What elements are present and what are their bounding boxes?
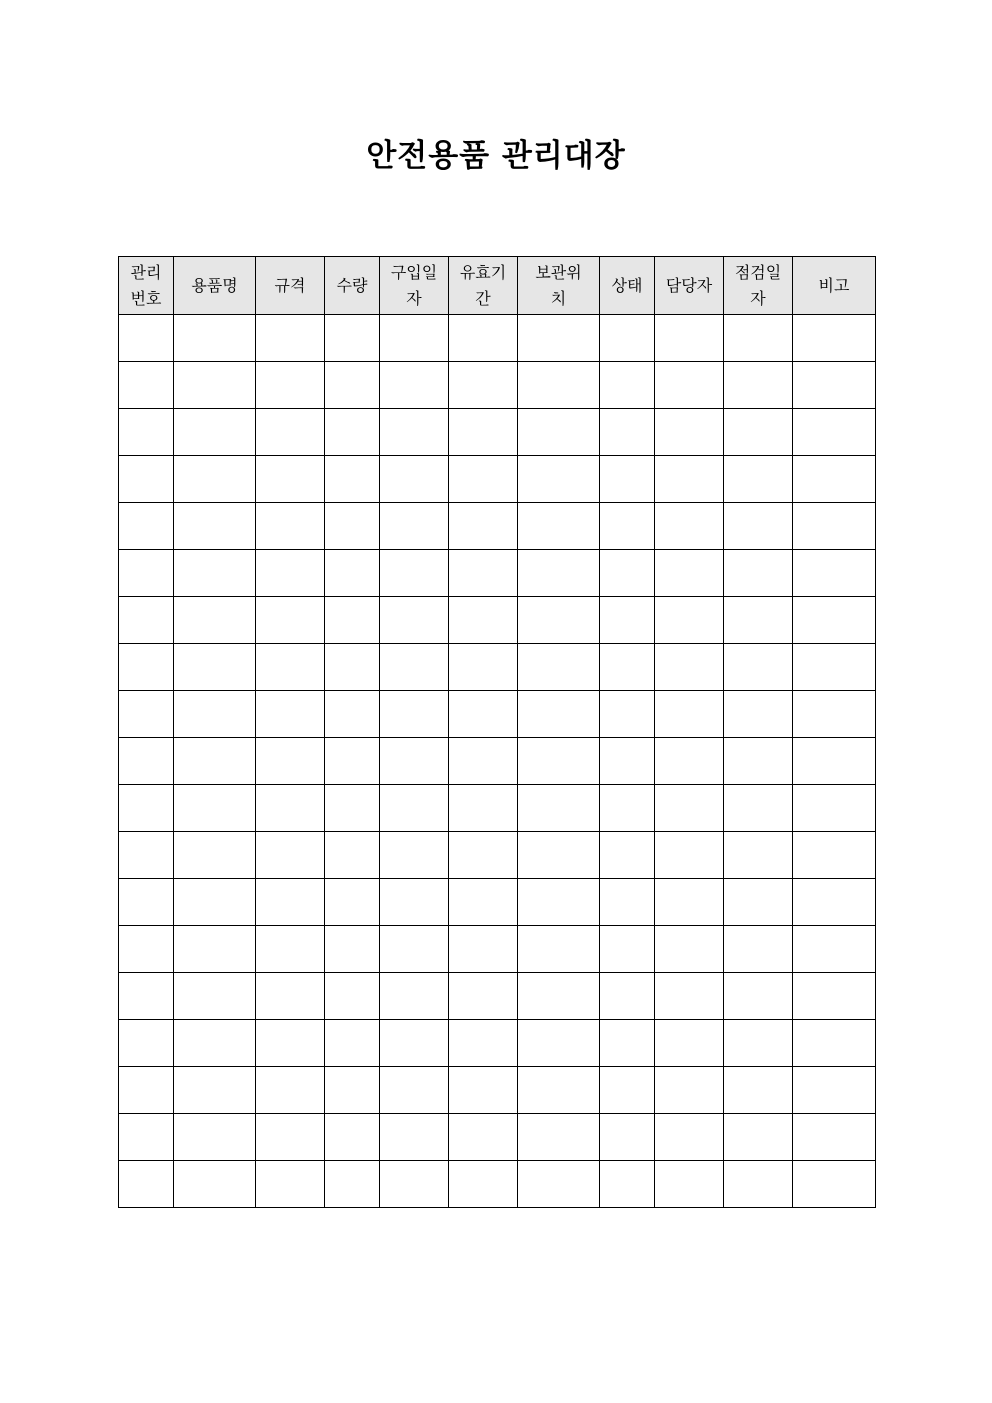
table-cell[interactable]	[380, 832, 449, 879]
header-item-name: 용품명	[174, 257, 256, 315]
table-cell[interactable]	[119, 691, 174, 738]
table-cell[interactable]	[449, 1020, 518, 1067]
header-expiry-period: 유효기 간	[449, 257, 518, 315]
table-cell[interactable]	[174, 597, 256, 644]
table-cell[interactable]	[380, 1114, 449, 1161]
table-cell[interactable]	[174, 456, 256, 503]
table-cell[interactable]	[325, 456, 380, 503]
table-cell[interactable]	[449, 597, 518, 644]
table-cell[interactable]	[325, 973, 380, 1020]
table-cell[interactable]	[724, 879, 793, 926]
table-cell[interactable]	[256, 1114, 325, 1161]
table-cell[interactable]	[119, 926, 174, 973]
table-cell[interactable]	[174, 1161, 256, 1208]
table-cell[interactable]	[256, 1067, 325, 1114]
table-cell[interactable]	[325, 785, 380, 832]
table-cell[interactable]	[518, 1067, 600, 1114]
table-cell[interactable]	[256, 503, 325, 550]
table-cell[interactable]	[655, 315, 724, 362]
table-cell[interactable]	[724, 503, 793, 550]
table-cell[interactable]	[449, 644, 518, 691]
table-cell[interactable]	[655, 362, 724, 409]
table-cell[interactable]	[724, 1161, 793, 1208]
table-cell[interactable]	[325, 879, 380, 926]
table-cell[interactable]	[793, 362, 876, 409]
table-cell[interactable]	[380, 691, 449, 738]
table-cell[interactable]	[119, 973, 174, 1020]
table-row	[119, 550, 876, 597]
table-cell[interactable]	[380, 597, 449, 644]
table-cell[interactable]	[256, 362, 325, 409]
table-cell[interactable]	[600, 785, 655, 832]
table-cell[interactable]	[724, 926, 793, 973]
table-cell[interactable]	[655, 456, 724, 503]
table-cell[interactable]	[793, 1020, 876, 1067]
table-cell[interactable]	[518, 409, 600, 456]
table-cell[interactable]	[380, 1067, 449, 1114]
table-cell[interactable]	[380, 503, 449, 550]
table-cell[interactable]	[119, 644, 174, 691]
table-cell[interactable]	[174, 503, 256, 550]
table-cell[interactable]	[793, 503, 876, 550]
table-row	[119, 315, 876, 362]
table-cell[interactable]	[119, 315, 174, 362]
table-cell[interactable]	[655, 691, 724, 738]
safety-equipment-ledger-table	[118, 256, 876, 1208]
table-cell[interactable]	[655, 973, 724, 1020]
table-cell[interactable]	[174, 1067, 256, 1114]
table-cell[interactable]	[380, 315, 449, 362]
table-cell[interactable]	[449, 1161, 518, 1208]
header-inspection-date: 점검일 자	[724, 257, 793, 315]
table-cell[interactable]	[256, 785, 325, 832]
table-cell[interactable]	[724, 1067, 793, 1114]
table-cell[interactable]	[518, 456, 600, 503]
table-cell[interactable]	[600, 503, 655, 550]
table-cell[interactable]	[174, 738, 256, 785]
table-row	[119, 503, 876, 550]
table-row	[119, 691, 876, 738]
table-cell[interactable]	[325, 691, 380, 738]
table-cell[interactable]	[724, 1020, 793, 1067]
table-cell[interactable]	[655, 644, 724, 691]
table-cell[interactable]	[325, 409, 380, 456]
table-row	[119, 1114, 876, 1161]
table-cell[interactable]	[518, 503, 600, 550]
table-cell[interactable]	[256, 1161, 325, 1208]
table-cell[interactable]	[174, 409, 256, 456]
table-cell[interactable]	[793, 315, 876, 362]
table-cell[interactable]	[793, 691, 876, 738]
table-cell[interactable]	[600, 315, 655, 362]
table-cell[interactable]	[119, 1020, 174, 1067]
table-cell[interactable]	[724, 315, 793, 362]
table-cell[interactable]	[119, 409, 174, 456]
table-cell[interactable]	[174, 1020, 256, 1067]
table-cell[interactable]	[380, 644, 449, 691]
table-cell[interactable]	[449, 926, 518, 973]
table-cell[interactable]	[518, 597, 600, 644]
header-person-in-charge: 담당자	[655, 257, 724, 315]
table-cell[interactable]	[724, 362, 793, 409]
table-row	[119, 456, 876, 503]
table-cell[interactable]	[449, 456, 518, 503]
table-cell[interactable]	[380, 879, 449, 926]
table-cell[interactable]	[380, 926, 449, 973]
table-cell[interactable]	[256, 691, 325, 738]
table-cell[interactable]	[380, 362, 449, 409]
table-cell[interactable]	[600, 691, 655, 738]
table-cell[interactable]	[119, 879, 174, 926]
table-cell[interactable]	[655, 738, 724, 785]
header-storage-location: 보관위 치	[518, 257, 600, 315]
table-cell[interactable]	[600, 644, 655, 691]
header-status: 상태	[600, 257, 655, 315]
table-cell[interactable]	[256, 1020, 325, 1067]
table-cell[interactable]	[380, 973, 449, 1020]
table-row	[119, 1067, 876, 1114]
table-cell[interactable]	[518, 1020, 600, 1067]
table-cell[interactable]	[793, 644, 876, 691]
table-cell[interactable]	[256, 879, 325, 926]
table-cell[interactable]	[256, 832, 325, 879]
table-row	[119, 926, 876, 973]
table-cell[interactable]	[793, 973, 876, 1020]
table-cell[interactable]	[724, 691, 793, 738]
table-cell[interactable]	[724, 409, 793, 456]
table-cell[interactable]	[449, 879, 518, 926]
table-cell[interactable]	[793, 926, 876, 973]
table-cell[interactable]	[600, 550, 655, 597]
table-cell[interactable]	[325, 926, 380, 973]
table-cell[interactable]	[655, 926, 724, 973]
table-cell[interactable]	[518, 1161, 600, 1208]
table-cell[interactable]	[449, 362, 518, 409]
table-cell[interactable]	[724, 832, 793, 879]
table-cell[interactable]	[600, 1020, 655, 1067]
table-cell[interactable]	[518, 315, 600, 362]
table-cell[interactable]	[325, 597, 380, 644]
table-cell[interactable]	[174, 644, 256, 691]
table-cell[interactable]	[256, 738, 325, 785]
table-cell[interactable]	[793, 409, 876, 456]
table-cell[interactable]	[119, 550, 174, 597]
table-cell[interactable]	[325, 1067, 380, 1114]
table-cell[interactable]	[380, 785, 449, 832]
table-cell[interactable]	[119, 738, 174, 785]
table-cell[interactable]	[600, 879, 655, 926]
table-cell[interactable]	[449, 1114, 518, 1161]
table-cell[interactable]	[256, 550, 325, 597]
table-cell[interactable]	[793, 832, 876, 879]
table-cell[interactable]	[174, 785, 256, 832]
table-cell[interactable]	[380, 409, 449, 456]
table-cell[interactable]	[119, 785, 174, 832]
table-cell[interactable]	[449, 738, 518, 785]
table-cell[interactable]	[793, 456, 876, 503]
header-management-number: 관리 번호	[119, 257, 174, 315]
table-cell[interactable]	[119, 1114, 174, 1161]
table-cell[interactable]	[174, 1114, 256, 1161]
table-cell[interactable]	[449, 315, 518, 362]
header-remarks: 비고	[793, 257, 876, 315]
table-row	[119, 644, 876, 691]
table-cell[interactable]	[724, 1114, 793, 1161]
table-cell[interactable]	[256, 644, 325, 691]
table-cell[interactable]	[518, 785, 600, 832]
table-cell[interactable]	[600, 832, 655, 879]
table-cell[interactable]	[325, 832, 380, 879]
table-cell[interactable]	[325, 362, 380, 409]
table-cell[interactable]	[518, 738, 600, 785]
table-cell[interactable]	[325, 738, 380, 785]
table-cell[interactable]	[256, 926, 325, 973]
table-cell[interactable]	[325, 644, 380, 691]
table-cell[interactable]	[325, 1114, 380, 1161]
table-cell[interactable]	[518, 879, 600, 926]
table-cell[interactable]	[793, 785, 876, 832]
table-cell[interactable]	[724, 597, 793, 644]
table-cell[interactable]	[380, 1161, 449, 1208]
table-cell[interactable]	[655, 785, 724, 832]
table-cell[interactable]	[600, 362, 655, 409]
table-cell[interactable]	[655, 550, 724, 597]
ledger-body	[119, 315, 876, 1208]
table-cell[interactable]	[380, 1020, 449, 1067]
table-cell[interactable]	[325, 550, 380, 597]
table-row	[119, 832, 876, 879]
table-cell[interactable]	[449, 409, 518, 456]
table-cell[interactable]	[449, 973, 518, 1020]
table-cell[interactable]	[325, 1161, 380, 1208]
table-cell[interactable]	[256, 973, 325, 1020]
table-cell[interactable]	[724, 644, 793, 691]
table-cell[interactable]	[724, 785, 793, 832]
table-cell[interactable]	[793, 1114, 876, 1161]
header-row	[119, 257, 876, 315]
table-cell[interactable]	[119, 1067, 174, 1114]
table-cell[interactable]	[119, 832, 174, 879]
table-row	[119, 1020, 876, 1067]
table-cell[interactable]	[174, 550, 256, 597]
table-row	[119, 1161, 876, 1208]
table-row	[119, 785, 876, 832]
table-cell[interactable]	[449, 550, 518, 597]
table-cell[interactable]	[518, 973, 600, 1020]
table-cell[interactable]	[256, 409, 325, 456]
table-cell[interactable]	[655, 1067, 724, 1114]
table-row	[119, 879, 876, 926]
header-quantity: 수량	[325, 257, 380, 315]
table-cell[interactable]	[724, 550, 793, 597]
table-cell[interactable]	[600, 597, 655, 644]
table-cell[interactable]	[518, 1114, 600, 1161]
table-cell[interactable]	[325, 315, 380, 362]
table-cell[interactable]	[600, 1067, 655, 1114]
table-cell[interactable]	[655, 503, 724, 550]
table-cell[interactable]	[793, 1161, 876, 1208]
table-cell[interactable]	[600, 973, 655, 1020]
table-cell[interactable]	[449, 691, 518, 738]
header-purchase-date: 구입일 자	[380, 257, 449, 315]
table-cell[interactable]	[174, 315, 256, 362]
table-cell[interactable]	[655, 1161, 724, 1208]
table-cell[interactable]	[724, 456, 793, 503]
table-cell[interactable]	[174, 691, 256, 738]
table-cell[interactable]	[600, 409, 655, 456]
table-cell[interactable]	[600, 1114, 655, 1161]
table-cell[interactable]	[256, 315, 325, 362]
table-cell[interactable]	[655, 409, 724, 456]
table-cell[interactable]	[256, 597, 325, 644]
table-cell[interactable]	[518, 832, 600, 879]
table-cell[interactable]	[518, 550, 600, 597]
table-cell[interactable]	[600, 456, 655, 503]
table-cell[interactable]	[600, 926, 655, 973]
table-cell[interactable]	[600, 738, 655, 785]
table-cell[interactable]	[256, 456, 325, 503]
table-cell[interactable]	[119, 1161, 174, 1208]
table-cell[interactable]	[793, 738, 876, 785]
table-cell[interactable]	[449, 832, 518, 879]
table-cell[interactable]	[174, 832, 256, 879]
table-cell[interactable]	[655, 879, 724, 926]
table-cell[interactable]	[724, 973, 793, 1020]
table-cell[interactable]	[449, 503, 518, 550]
table-cell[interactable]	[518, 362, 600, 409]
table-cell[interactable]	[174, 973, 256, 1020]
table-cell[interactable]	[119, 503, 174, 550]
table-cell[interactable]	[119, 456, 174, 503]
table-cell[interactable]	[119, 362, 174, 409]
table-cell[interactable]	[518, 644, 600, 691]
table-row	[119, 409, 876, 456]
table-cell[interactable]	[600, 1161, 655, 1208]
table-cell[interactable]	[793, 1067, 876, 1114]
table-cell[interactable]	[655, 597, 724, 644]
table-cell[interactable]	[174, 926, 256, 973]
table-cell[interactable]	[793, 550, 876, 597]
table-cell[interactable]	[655, 832, 724, 879]
table-cell[interactable]	[449, 1067, 518, 1114]
table-cell[interactable]	[119, 597, 174, 644]
table-cell[interactable]	[518, 691, 600, 738]
table-row	[119, 597, 876, 644]
table-row	[119, 738, 876, 785]
table-cell[interactable]	[793, 879, 876, 926]
table-cell[interactable]	[325, 503, 380, 550]
table-cell[interactable]	[325, 1020, 380, 1067]
table-cell[interactable]	[380, 456, 449, 503]
table-cell[interactable]	[174, 362, 256, 409]
table-cell[interactable]	[655, 1020, 724, 1067]
page-title: 안전용품 관리대장	[366, 138, 626, 174]
header-specification: 규격	[256, 257, 325, 315]
table-row	[119, 362, 876, 409]
table-cell[interactable]	[380, 550, 449, 597]
table-cell[interactable]	[655, 1114, 724, 1161]
table-row	[119, 973, 876, 1020]
table-cell[interactable]	[174, 879, 256, 926]
table-cell[interactable]	[724, 738, 793, 785]
table-cell[interactable]	[380, 738, 449, 785]
table-cell[interactable]	[449, 785, 518, 832]
table-cell[interactable]	[793, 597, 876, 644]
table-cell[interactable]	[518, 926, 600, 973]
